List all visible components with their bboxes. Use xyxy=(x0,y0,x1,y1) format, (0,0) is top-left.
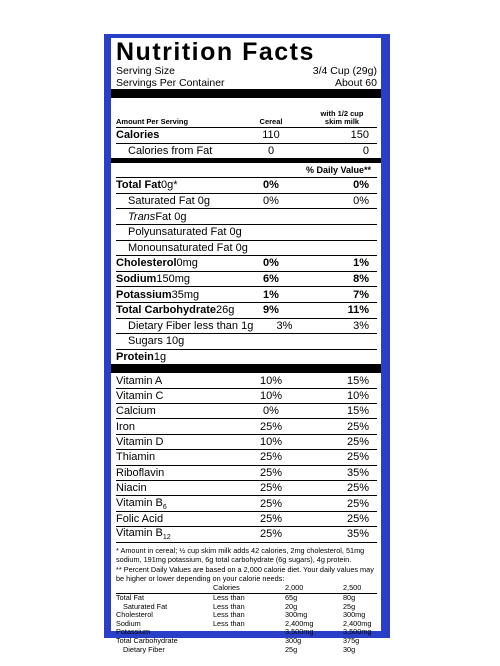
vitamin-dv-cereal: 25% xyxy=(259,528,283,541)
nutrient-name xyxy=(116,320,253,332)
dv-table-cell: Less than xyxy=(213,601,245,611)
vitamin-dv-cereal: 10% xyxy=(259,389,283,402)
nutrient-name xyxy=(116,289,235,301)
dv-table-cell: 30g xyxy=(343,644,356,654)
vitamin-row xyxy=(116,373,377,388)
nutrient-row xyxy=(116,350,377,365)
vitamin-dv-cereal: 25% xyxy=(259,482,283,495)
vitamin-dv-milk: 25% xyxy=(346,451,369,464)
vitamin-name-text: Niacin xyxy=(116,482,147,495)
vitamin-name-text: Calcium xyxy=(116,405,156,418)
nutrient-name xyxy=(116,242,248,254)
nutrient-row xyxy=(116,241,377,257)
vitamin-row xyxy=(116,389,377,404)
vitamin-row xyxy=(116,435,377,450)
nutrient-name xyxy=(116,211,235,223)
vitamin-row xyxy=(116,466,377,481)
dv-table-cell: Saturated Fat xyxy=(123,601,168,611)
vitamin-dv-milk: 15% xyxy=(346,405,369,418)
dv-table-header-cell: 2,000 xyxy=(285,584,343,593)
dv-table-cell: 375g xyxy=(343,635,360,645)
nutrient-name-bold: Total Carbohydrate xyxy=(116,304,217,317)
vitamin-dv-milk: 10% xyxy=(346,389,369,402)
nutrient-amount: Dietary Fiber less than 1g xyxy=(128,319,254,332)
nutrient-name-bold: Sodium xyxy=(116,273,157,286)
vitamin-dv-cereal: 25% xyxy=(259,420,283,433)
nutrient-amount: 35mg xyxy=(171,288,200,301)
nutrient-name xyxy=(116,195,235,207)
nutrient-amount: Saturated Fat 0g xyxy=(128,195,210,208)
dv-table-header-cell: 2,500 xyxy=(343,584,377,593)
vitamin-name xyxy=(116,436,235,448)
vitamin-dv-milk: 25% xyxy=(346,436,369,449)
servings-value: About 60 xyxy=(334,77,377,89)
nutrient-amount: Polyunsaturated Fat 0g xyxy=(128,226,242,239)
vitamin-dv-milk: 35% xyxy=(346,466,369,479)
vitamin-row xyxy=(116,527,377,542)
vitamin-name xyxy=(116,451,235,463)
vitamin-name xyxy=(116,467,235,479)
nutrient-name xyxy=(116,179,235,191)
nutrient-row xyxy=(116,194,377,210)
nutrient-dv-milk: 0% xyxy=(353,195,369,208)
vitamin-dv-milk: 25% xyxy=(346,497,369,510)
vitamins-list xyxy=(116,373,377,542)
vitamin-name xyxy=(116,375,235,387)
nutrient-row xyxy=(116,209,377,225)
vitamin-name-text: Vitamin B xyxy=(116,496,163,509)
nutrient-dv-milk: 7% xyxy=(353,288,369,301)
nutrient-row xyxy=(116,256,377,272)
dv-table-row xyxy=(116,611,377,620)
dv-table-cell: 25g xyxy=(285,644,298,654)
vitamin-name-subscript: 12 xyxy=(162,534,171,542)
vitamin-name-text: Folic Acid xyxy=(116,513,164,526)
calories-fat-row xyxy=(116,144,377,159)
calories-fat-cereal: 0 xyxy=(267,144,275,157)
nutrient-row xyxy=(116,272,377,288)
nutrient-dv-milk: 1% xyxy=(353,257,369,270)
dv-table-cell: 3,500mg xyxy=(285,627,314,637)
amount-header xyxy=(116,98,377,128)
col-cereal: Cereal xyxy=(259,117,283,126)
dv-table-cell: 300g xyxy=(285,635,302,645)
nutrient-amount: 1g xyxy=(153,351,167,364)
dv-table-cell xyxy=(213,628,285,637)
dv-table-cell: 2,400mg xyxy=(343,618,372,628)
col-milk: with 1/2 cup skim milk xyxy=(320,109,364,126)
dv-table-cell: 25g xyxy=(343,601,356,611)
vitamin-dv-milk: 25% xyxy=(346,482,369,495)
nutrient-row xyxy=(116,319,377,335)
dv-table-cell: 2,400mg xyxy=(285,618,314,628)
vitamin-dv-milk: 35% xyxy=(346,528,369,541)
vitamin-dv-milk: 25% xyxy=(346,420,369,433)
nutrient-name xyxy=(116,335,235,347)
dv-table-cell: Less than xyxy=(213,618,245,628)
dv-table-cell: Less than xyxy=(213,593,245,603)
nutrient-amount: 0g* xyxy=(161,179,178,192)
nutrient-name-bold: Protein xyxy=(116,351,154,364)
label-border xyxy=(104,34,390,654)
vitamin-dv-milk: 15% xyxy=(346,374,369,387)
vitamin-name xyxy=(116,405,235,417)
nutrients-list xyxy=(116,178,377,364)
calories-label: Calories xyxy=(116,129,160,142)
amount-per-serving: Amount Per Serving xyxy=(116,117,189,126)
nutrient-dv-cereal: 0% xyxy=(263,195,279,208)
nutrient-dv-cereal: 6% xyxy=(263,273,279,286)
vitamin-name xyxy=(116,527,235,541)
vitamin-name xyxy=(116,390,235,402)
vitamin-name xyxy=(116,421,235,433)
nutrient-name-bold: Potassium xyxy=(116,288,172,301)
vitamin-name xyxy=(116,482,235,494)
dv-table-row xyxy=(116,603,377,612)
vitamin-name xyxy=(116,497,235,511)
nutrient-dv-milk: 0% xyxy=(353,179,369,192)
footnotes xyxy=(116,546,377,584)
serving-size-row xyxy=(116,65,377,77)
vitamin-dv-cereal: 25% xyxy=(259,466,283,479)
calories-milk: 150 xyxy=(350,129,369,142)
dv-table-cell: Total Carbohydrate xyxy=(116,635,178,645)
vitamin-dv-cereal: 25% xyxy=(259,497,283,510)
dv-table-cell: 3,500mg xyxy=(343,627,372,637)
nutrient-dv-cereal: 1% xyxy=(263,288,279,301)
servings-per-container-row xyxy=(116,77,377,89)
nutrient-dv-milk: 8% xyxy=(353,273,369,286)
vitamin-row xyxy=(116,496,377,511)
divider-thick-2 xyxy=(111,364,381,373)
dv-table-cell: 300mg xyxy=(343,610,366,620)
servings-label: Servings Per Container xyxy=(116,77,225,89)
vitamin-name-text: Vitamin A xyxy=(116,374,163,387)
label-title: Nutrition Facts xyxy=(116,38,315,66)
vitamin-row xyxy=(116,481,377,496)
nutrient-row xyxy=(116,303,377,319)
nutrient-amount: Sugars 10g xyxy=(128,335,185,348)
nutrient-name xyxy=(116,273,235,285)
serving-size-label: Serving Size xyxy=(116,65,175,77)
nutrient-name xyxy=(116,351,235,363)
vitamin-name-subscript: 6 xyxy=(162,503,167,511)
nutrient-dv-milk: 11% xyxy=(347,304,369,317)
nutrient-amount: Fat 0g xyxy=(155,210,187,223)
vitamin-dv-milk: 25% xyxy=(346,513,369,526)
dv-table-cell xyxy=(213,637,285,646)
calories-fat-milk: 0 xyxy=(362,144,369,157)
dv-table-cell: Total Fat xyxy=(116,593,144,603)
nutrient-name-bold: Total Fat xyxy=(116,179,162,192)
nutrient-row xyxy=(116,334,377,350)
nutrient-amount: 0mg xyxy=(176,257,198,270)
nutrient-dv-cereal: 0% xyxy=(263,257,279,270)
vitamin-dv-cereal: 0% xyxy=(263,405,279,418)
dv-table-header xyxy=(116,584,377,593)
vitamin-name-text: Iron xyxy=(116,420,135,433)
vitamin-dv-cereal: 25% xyxy=(259,451,283,464)
daily-value-header: % Daily Value** xyxy=(116,163,377,178)
vitamin-dv-cereal: 10% xyxy=(259,436,283,449)
vitamin-row xyxy=(116,450,377,465)
nutrient-dv-cereal: 0% xyxy=(263,179,279,192)
daily-value-table xyxy=(116,584,377,654)
nutrition-facts-label xyxy=(111,38,381,654)
vitamin-name-text: Vitamin B xyxy=(116,527,163,540)
dv-table-cell: 80g xyxy=(343,593,356,603)
dv-table-cell: Dietary Fiber xyxy=(123,644,165,654)
dv-table-cell: 65g xyxy=(285,593,298,603)
dv-table-header-cell: Calories xyxy=(213,584,285,593)
dv-table-cell: 300mg xyxy=(285,610,308,620)
vitamin-name xyxy=(116,513,235,525)
calories-cereal: 110 xyxy=(262,129,280,142)
footnote-daily-values: ** Percent Daily Values are based on a 2,000 calorie diet. Your daily values may be higher or lower depending on your calorie needs: xyxy=(116,565,374,584)
nutrient-amount: Monounsaturated Fat 0g xyxy=(128,241,248,254)
nutrient-row xyxy=(116,225,377,241)
nutrient-row xyxy=(116,178,377,194)
divider-thick xyxy=(111,89,381,98)
nutrient-row xyxy=(116,287,377,303)
nutrient-name xyxy=(116,226,242,238)
nutrient-amount: 150mg xyxy=(156,273,190,286)
calories-fat-label: Calories from Fat xyxy=(128,144,213,157)
dv-table-row xyxy=(116,620,377,629)
vitamin-name-text: Vitamin C xyxy=(116,389,164,402)
dv-table-cell: Cholesterol xyxy=(116,610,153,620)
vitamin-row xyxy=(116,404,377,419)
nutrient-dv-cereal: 3% xyxy=(276,319,293,332)
dv-table-cell: Sodium xyxy=(116,618,141,628)
vitamin-dv-cereal: 25% xyxy=(259,513,283,526)
vitamin-name-text: Vitamin D xyxy=(116,436,164,449)
nutrient-name xyxy=(116,304,235,316)
vitamin-name-text: Thiamin xyxy=(116,451,156,464)
nutrient-dv-cereal: 9% xyxy=(263,304,279,317)
vitamin-row xyxy=(116,512,377,527)
vitamin-name-text: Riboflavin xyxy=(116,466,165,479)
nutrient-dv-milk: 3% xyxy=(353,319,369,332)
dv-table-cell: Potassium xyxy=(116,627,151,637)
dv-table-cell xyxy=(213,646,285,655)
vitamin-dv-cereal: 10% xyxy=(259,374,283,387)
nutrient-name-bold: Cholesterol xyxy=(116,257,177,270)
calories-row xyxy=(116,128,377,144)
dv-table-cell: 20g xyxy=(285,601,298,611)
nutrient-name-italic: Trans xyxy=(128,210,156,223)
nutrient-name xyxy=(116,257,235,269)
footnote-amount: * Amount in cereal; ½ cup skim milk adds 42 calories, 2mg cholesterol, 51mg sodium, 191mg potassium, 6g total carbohydrate (6g sugars), 4g protein. xyxy=(116,545,365,564)
vitamin-row xyxy=(116,419,377,434)
nutrient-amount: 26g xyxy=(216,304,235,317)
serving-size-value: 3/4 Cup (29g) xyxy=(312,65,377,77)
dv-table-row xyxy=(116,646,377,655)
dv-table-cell: Less than xyxy=(213,610,245,620)
